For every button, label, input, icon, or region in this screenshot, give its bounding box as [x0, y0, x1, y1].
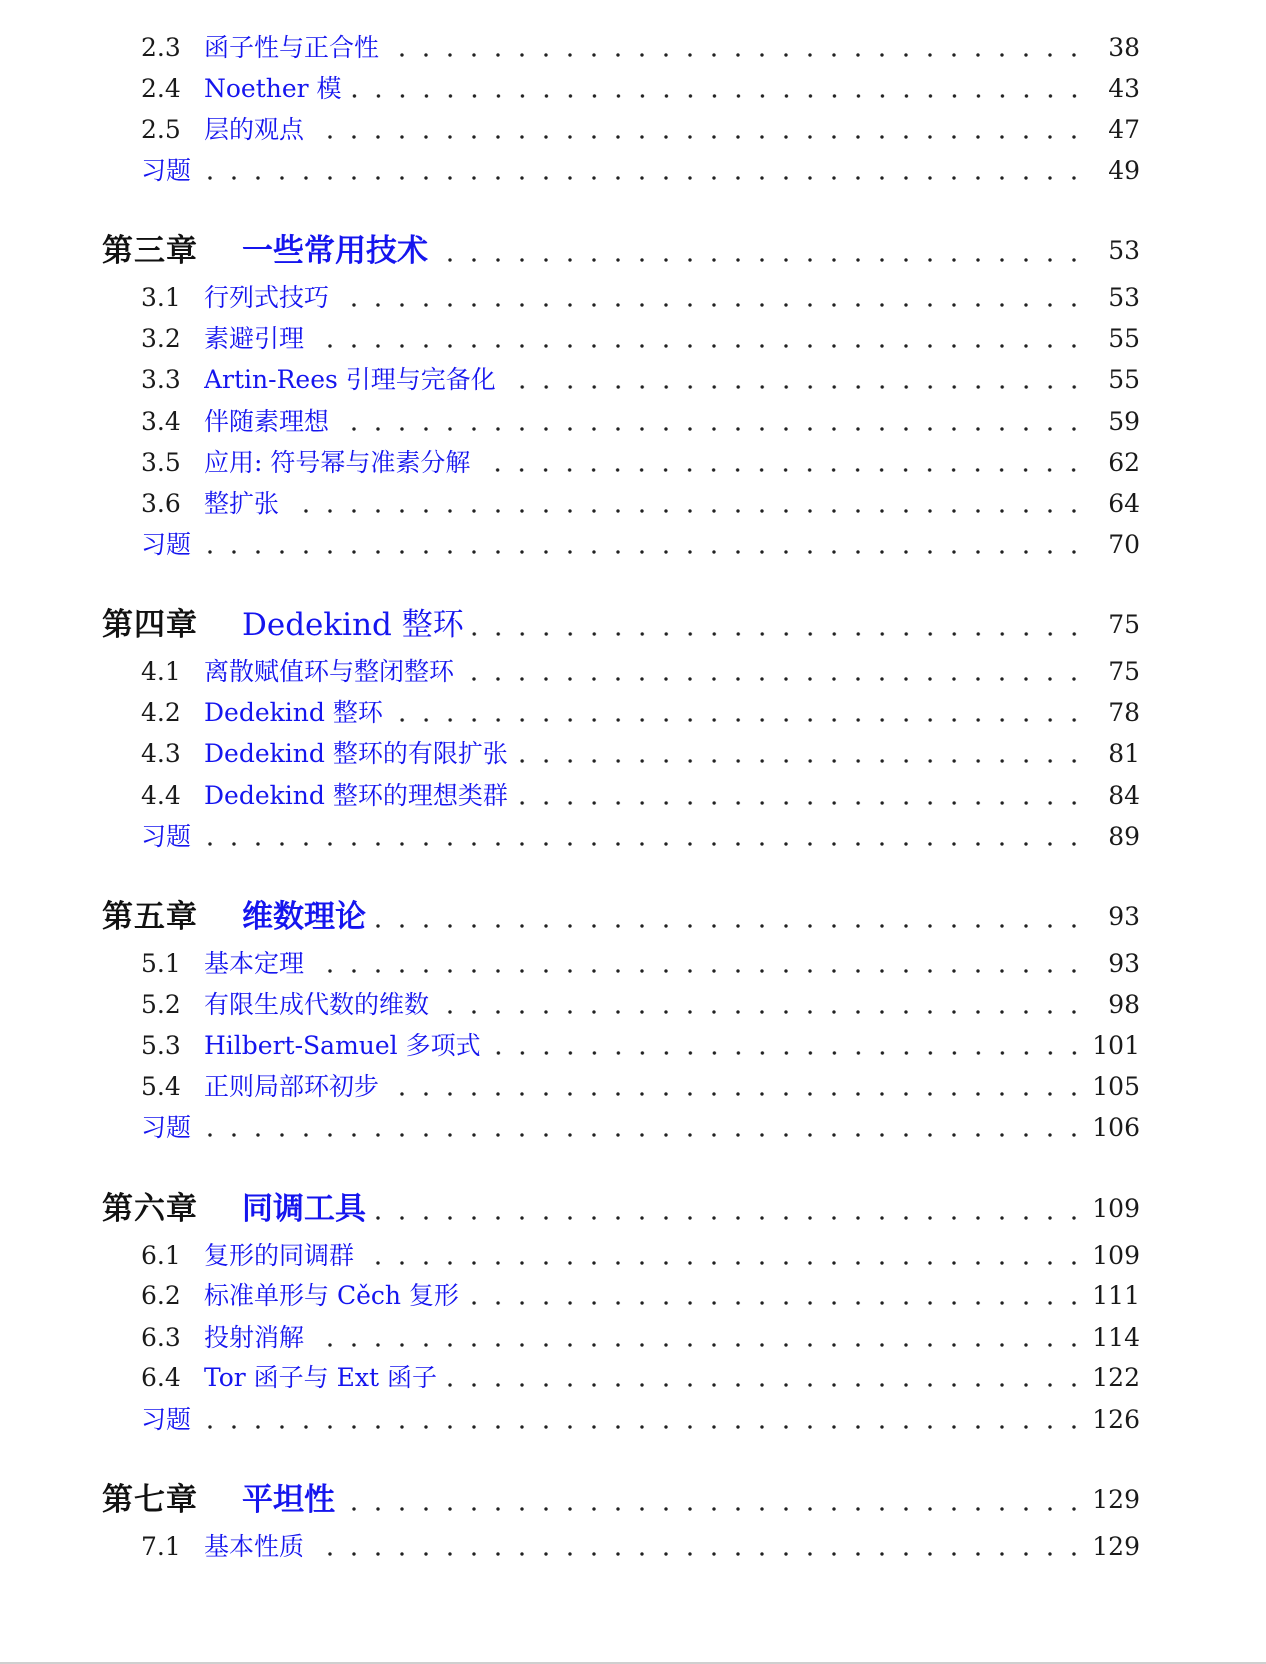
section-number: 5.4	[141, 1072, 181, 1101]
page-number: 93	[1108, 949, 1140, 978]
page-number: 62	[1108, 448, 1140, 477]
page-number: 78	[1108, 698, 1140, 727]
chapter-number: 第六章	[102, 1191, 198, 1227]
toc-link-chapter-7[interactable]	[242, 1480, 1090, 1520]
page-number: 126	[1092, 1405, 1140, 1434]
section-number: 3.2	[141, 324, 181, 353]
dot-leader	[341, 1480, 1090, 1520]
toc-row-exercises-2	[0, 151, 1266, 191]
dot-leader	[470, 605, 1090, 645]
toc-row-5-4	[0, 1067, 1266, 1107]
dot-leader	[465, 1276, 1090, 1316]
section-title: 复形的同调群	[204, 1241, 355, 1270]
dot-leader	[197, 817, 1090, 857]
dot-leader	[197, 525, 1090, 565]
toc-row-7-1	[0, 1527, 1266, 1567]
page-number: 98	[1108, 990, 1140, 1019]
section-title: 应用: 符号幂与准素分解	[204, 448, 471, 477]
toc-link-chapter-6[interactable]	[242, 1189, 1090, 1229]
dot-leader	[197, 151, 1090, 191]
toc-link-3-5[interactable]	[204, 443, 1090, 483]
dot-leader	[443, 1358, 1090, 1398]
page-number: 43	[1108, 74, 1140, 103]
chapter-number: 第三章	[102, 233, 198, 269]
toc-row-exercises-4	[0, 817, 1266, 857]
section-title: Dedekind 整环的有限扩张	[204, 739, 508, 768]
dot-leader	[285, 484, 1090, 524]
section-number: 3.4	[141, 407, 181, 436]
section-title: Noether 模	[204, 74, 342, 103]
section-title: 有限生成代数的维数	[204, 990, 430, 1019]
toc-row-6-3	[0, 1318, 1266, 1358]
toc-link-chapter-5[interactable]	[242, 897, 1090, 937]
dot-leader	[502, 360, 1090, 400]
toc-row-3-6	[0, 484, 1266, 524]
section-number: 3.1	[141, 283, 181, 312]
toc-link-exercises-6[interactable]	[141, 1400, 1090, 1440]
page-number: 114	[1092, 1323, 1140, 1352]
page-number: 59	[1108, 407, 1140, 436]
toc-link-4-1[interactable]	[204, 652, 1090, 692]
toc-row-6-2	[0, 1276, 1266, 1316]
page-number: 84	[1108, 781, 1140, 810]
toc-link-6-4[interactable]	[204, 1358, 1090, 1398]
toc-row-exercises-3	[0, 525, 1266, 565]
page-number: 111	[1092, 1281, 1140, 1310]
chapter-title: 同调工具	[242, 1191, 366, 1227]
toc-link-5-3[interactable]	[204, 1026, 1090, 1066]
dot-leader	[385, 1067, 1090, 1107]
toc-row-3-4	[0, 402, 1266, 442]
section-number: 7.1	[141, 1532, 181, 1561]
page-number: 55	[1108, 324, 1140, 353]
chapter-number: 第五章	[102, 899, 198, 935]
toc-row-6-4	[0, 1358, 1266, 1398]
toc-row-4-2	[0, 693, 1266, 733]
dot-leader	[360, 1236, 1090, 1276]
toc-row-4-3	[0, 734, 1266, 774]
dot-leader	[310, 944, 1090, 984]
dot-leader	[310, 1318, 1090, 1358]
dot-leader	[434, 231, 1090, 271]
dot-leader	[460, 652, 1090, 692]
page-number: 129	[1092, 1485, 1140, 1514]
toc-row-3-3	[0, 360, 1266, 400]
toc-link-4-3[interactable]	[204, 734, 1090, 774]
section-number: 4.3	[141, 739, 181, 768]
section-title: 行列式技巧	[204, 283, 330, 312]
section-number: 2.3	[141, 33, 181, 62]
toc-link-chapter-3[interactable]	[242, 231, 1090, 271]
section-title: 标准单形与 Cěch 复形	[204, 1281, 459, 1310]
toc-link-exercises-3[interactable]	[141, 525, 1090, 565]
section-number: 3.5	[141, 448, 181, 477]
section-number: 6.2	[141, 1281, 181, 1310]
section-number: 2.5	[141, 115, 181, 144]
section-title: 层的观点	[204, 115, 305, 144]
exercises-title: 习题	[141, 1405, 192, 1434]
section-title: 伴随素理想	[204, 407, 330, 436]
section-title: Hilbert-Samuel 多项式	[204, 1031, 481, 1060]
page-number: 38	[1108, 33, 1140, 62]
section-number: 4.4	[141, 781, 181, 810]
toc-link-5-1[interactable]	[204, 944, 1090, 984]
page-number: 49	[1108, 156, 1140, 185]
page-number: 105	[1092, 1072, 1140, 1101]
page-number: 53	[1108, 236, 1140, 265]
toc-link-3-3[interactable]	[204, 360, 1090, 400]
toc-row-3-1	[0, 278, 1266, 318]
toc-link-6-1[interactable]	[204, 1236, 1090, 1276]
exercises-title: 习题	[141, 156, 192, 185]
page-number: 93	[1108, 902, 1140, 931]
toc-row-chapter-7	[0, 1480, 1266, 1520]
section-title: 投射消解	[204, 1323, 305, 1352]
chapter-title: 一些常用技术	[242, 233, 428, 269]
chapter-title: 平坦性	[242, 1482, 335, 1518]
dot-leader	[476, 443, 1090, 483]
section-title: 基本性质	[204, 1532, 305, 1561]
page-number: 70	[1108, 530, 1140, 559]
toc-row-exercises-5	[0, 1108, 1266, 1148]
section-title: 整扩张	[204, 489, 280, 518]
toc-link-5-4[interactable]	[204, 1067, 1090, 1107]
dot-leader	[514, 776, 1090, 816]
section-number: 6.3	[141, 1323, 181, 1352]
dot-leader	[514, 734, 1090, 774]
section-number: 3.3	[141, 365, 181, 394]
toc-row-chapter-3	[0, 231, 1266, 271]
page-number: 101	[1092, 1031, 1140, 1060]
dot-leader	[197, 1108, 1090, 1148]
toc-row-4-4	[0, 776, 1266, 816]
dot-leader	[372, 1189, 1090, 1229]
page-number: 106	[1092, 1113, 1140, 1142]
page-number: 122	[1092, 1363, 1140, 1392]
page-number: 129	[1092, 1532, 1140, 1561]
exercises-title: 习题	[141, 530, 192, 559]
toc-row-4-1	[0, 652, 1266, 692]
toc-row-5-2	[0, 985, 1266, 1025]
dot-leader	[487, 1026, 1090, 1066]
dot-leader	[435, 985, 1090, 1025]
section-number: 4.1	[141, 657, 181, 686]
section-title: Dedekind 整环	[204, 698, 383, 727]
page-number: 64	[1108, 489, 1140, 518]
section-number: 3.6	[141, 489, 181, 518]
toc-link-exercises-4[interactable]	[141, 817, 1090, 857]
toc-link-6-3[interactable]	[204, 1318, 1090, 1358]
toc-link-3-1[interactable]	[204, 278, 1090, 318]
dot-leader	[197, 1400, 1090, 1440]
toc-link-2-5[interactable]	[204, 110, 1090, 150]
dot-leader	[335, 402, 1090, 442]
chapter-number: 第四章	[102, 607, 198, 643]
section-number: 6.1	[141, 1241, 181, 1270]
section-number: 5.1	[141, 949, 181, 978]
toc-link-exercises-2[interactable]	[141, 151, 1090, 191]
toc-row-3-2	[0, 319, 1266, 359]
toc-row-2-4	[0, 69, 1266, 109]
toc-link-2-3[interactable]	[204, 28, 1090, 68]
dot-leader	[385, 28, 1090, 68]
toc-link-chapter-4[interactable]	[242, 605, 1090, 645]
toc-row-chapter-5	[0, 897, 1266, 937]
page-number: 75	[1108, 610, 1140, 639]
toc-row-2-3	[0, 28, 1266, 68]
chapter-title: 维数理论	[242, 899, 366, 935]
chapter-number: 第七章	[102, 1482, 198, 1518]
page-number: 81	[1108, 739, 1140, 768]
exercises-title: 习题	[141, 1113, 192, 1142]
page-number: 109	[1092, 1194, 1140, 1223]
page-number: 55	[1108, 365, 1140, 394]
section-number: 5.3	[141, 1031, 181, 1060]
section-title: 离散赋值环与整闭整环	[204, 657, 455, 686]
page-number: 47	[1108, 115, 1140, 144]
toc-row-3-5	[0, 443, 1266, 483]
dot-leader	[389, 693, 1090, 733]
toc-row-5-1	[0, 944, 1266, 984]
section-title: Artin-Rees 引理与完备化	[204, 365, 496, 394]
section-title: 基本定理	[204, 949, 305, 978]
section-title: 函子性与正合性	[204, 33, 380, 62]
toc-link-3-6[interactable]	[204, 484, 1090, 524]
dot-leader	[310, 319, 1090, 359]
section-title: 正则局部环初步	[204, 1072, 380, 1101]
toc-row-chapter-6	[0, 1189, 1266, 1229]
section-number: 5.2	[141, 990, 181, 1019]
toc-row-chapter-4	[0, 605, 1266, 645]
toc-link-3-2[interactable]	[204, 319, 1090, 359]
toc-link-4-4[interactable]	[204, 776, 1090, 816]
page-number: 109	[1092, 1241, 1140, 1270]
section-number: 4.2	[141, 698, 181, 727]
toc-link-7-1[interactable]	[204, 1527, 1090, 1567]
dot-leader	[310, 1527, 1090, 1567]
section-number: 6.4	[141, 1363, 181, 1392]
dot-leader	[348, 69, 1090, 109]
toc-link-4-2[interactable]	[204, 693, 1090, 733]
dot-leader	[335, 278, 1090, 318]
section-number: 2.4	[141, 74, 181, 103]
page-number: 75	[1108, 657, 1140, 686]
toc-link-3-4[interactable]	[204, 402, 1090, 442]
section-title: Dedekind 整环的理想类群	[204, 781, 508, 810]
chapter-title: Dedekind 整环	[242, 607, 464, 643]
page-number: 89	[1108, 822, 1140, 851]
section-title: Tor 函子与 Ext 函子	[204, 1363, 437, 1392]
toc-link-2-4[interactable]	[204, 69, 1090, 109]
exercises-title: 习题	[141, 822, 192, 851]
toc-link-6-2[interactable]	[204, 1276, 1090, 1316]
toc-row-exercises-6	[0, 1400, 1266, 1440]
toc-link-exercises-5[interactable]	[141, 1108, 1090, 1148]
toc-row-6-1	[0, 1236, 1266, 1276]
page-number: 53	[1108, 283, 1140, 312]
dot-leader	[310, 110, 1090, 150]
section-title: 素避引理	[204, 324, 305, 353]
toc-row-2-5	[0, 110, 1266, 150]
dot-leader	[372, 897, 1090, 937]
toc-row-5-3	[0, 1026, 1266, 1066]
toc-link-5-2[interactable]	[204, 985, 1090, 1025]
